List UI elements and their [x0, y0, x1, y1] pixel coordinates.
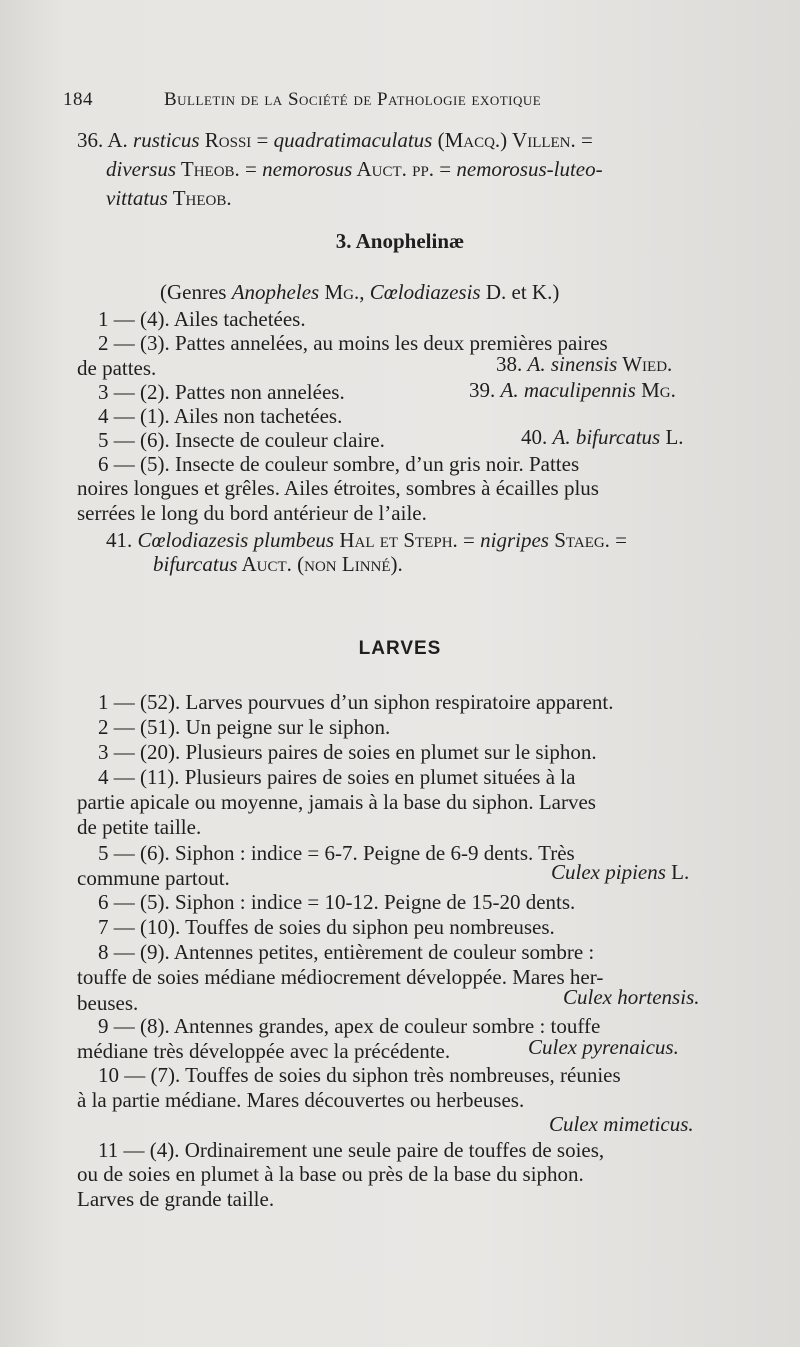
- larves-key-10: 10 — (7). Touffes de soies du siphon très nombreuses, réunies: [98, 1063, 621, 1087]
- section-title-larves: LARVES: [358, 638, 442, 659]
- genres-open: (Genres: [160, 280, 232, 304]
- larves-species-pipiens: [551, 860, 689, 884]
- entry-36-species: rusticus: [133, 128, 200, 152]
- anoph-species-39: [469, 378, 676, 402]
- genres-line: [160, 280, 559, 304]
- larves-key-2: 2 — (51). Un peigne sur le siphon.: [98, 715, 391, 739]
- running-header: Bulletin de la Société de Pathologie exotique: [164, 89, 542, 110]
- species-40-num: 40.: [521, 425, 553, 449]
- species-41-author-2: Staeg. =: [548, 528, 628, 552]
- larves-key-5: 5 — (6). Siphon : indice = 6-7. Peigne de 6-9 dents. Très: [98, 841, 575, 865]
- larves-key-8: 8 — (9). Antennes petites, entièrement de couleur sombre :: [98, 940, 595, 964]
- larves-key-11-cont-2: Larves de grande taille.: [77, 1187, 275, 1211]
- species-pipiens-author: L.: [665, 860, 690, 884]
- larves-key-9: 9 — (8). Antennes grandes, apex de couleur sombre : touffe: [98, 1014, 601, 1038]
- entry-36-author-5: Theob.: [167, 186, 232, 210]
- larves-key-11-cont-1: ou de soies en plumet à la base ou près de la base du siphon.: [77, 1162, 584, 1186]
- anoph-key-1: 1 — (4). Ailes tachetées.: [98, 307, 306, 331]
- larves-species-mimeticus: Culex mimeticus.: [549, 1112, 694, 1136]
- genus-anopheles: Anopheles: [231, 280, 320, 304]
- anoph-key-5: 5 — (6). Insecte de couleur claire.: [98, 428, 385, 452]
- genus-coelodiazesis: Cœlodiazesis: [369, 280, 481, 304]
- larves-species-hortensis: Culex hortensis.: [563, 985, 700, 1009]
- entry-36-synonym-1: quadratimaculatus: [273, 128, 433, 152]
- species-39-name: A. maculipennis: [500, 378, 636, 402]
- species-38-name: A. sinensis: [527, 352, 618, 376]
- genus-coelodiazesis-author: D. et K.): [480, 280, 560, 304]
- entry-36-synonym-3: nemorosus: [262, 157, 353, 181]
- species-39-author: Mg.: [635, 378, 676, 402]
- entry-36-author-1: Rossi =: [199, 128, 274, 152]
- species-40-name: A. bifurcatus: [552, 425, 661, 449]
- species-41-author-3: Auct. (non Linné).: [237, 552, 403, 576]
- species-41-num: 41.: [106, 528, 138, 552]
- anoph-species-41-cont: [153, 552, 403, 576]
- larves-key-4: 4 — (11). Plusieurs paires de soies en plumet situées à la: [98, 765, 576, 789]
- larves-key-10-cont: à la partie médiane. Mares découvertes ou herbeuses.: [77, 1088, 525, 1112]
- species-39-num: 39.: [469, 378, 501, 402]
- genus-anopheles-author: Mg.,: [319, 280, 370, 304]
- section-title-anophelinae: 3. Anophelinæ: [335, 229, 465, 253]
- larves-key-11: 11 — (4). Ordinairement une seule paire de touffes de soies,: [98, 1138, 605, 1162]
- species-38-num: 38.: [496, 352, 528, 376]
- larves-key-4-cont-2: de petite taille.: [77, 815, 202, 839]
- anoph-species-41: [106, 528, 627, 552]
- anoph-key-6-cont-1: noires longues et grêles. Ailes étroites, sombres à écailles plus: [77, 476, 599, 500]
- entry-36-synonym-2: diversus: [106, 157, 176, 181]
- anoph-key-3: 3 — (2). Pattes non annelées.: [98, 380, 345, 404]
- entry-36-synonym-4: nemorosus-luteo-: [456, 157, 603, 181]
- anoph-key-4: 4 — (1). Ailes non tachetées.: [98, 404, 343, 428]
- entry-36-line-3: [106, 186, 232, 210]
- larves-key-5-cont: commune partout.: [77, 866, 230, 890]
- larves-key-9-cont: médiane très développée avec la précédente.: [77, 1039, 451, 1063]
- anoph-key-2: 2 — (3). Pattes annelées, au moins les deux premières paires: [98, 331, 608, 355]
- anoph-species-40: [521, 425, 684, 449]
- entry-36-num: 36. A.: [77, 128, 134, 152]
- entry-36-author-2: (Macq.) Villen. =: [432, 128, 593, 152]
- species-pipiens-name: Culex pipiens: [551, 860, 666, 884]
- larves-key-6: 6 — (5). Siphon : indice = 10-12. Peigne de 15-20 dents.: [98, 890, 576, 914]
- entry-36-author-4: Auct. pp. =: [352, 157, 457, 181]
- species-41-synonym-2: bifurcatus: [153, 552, 238, 576]
- larves-key-8-cont-1: touffe de soies médiane médiocrement développée. Mares her-: [77, 965, 604, 989]
- anoph-species-38: [496, 352, 672, 376]
- species-41-synonym-1: nigripes: [480, 528, 549, 552]
- species-41-name: Cœlodiazesis plumbeus: [137, 528, 335, 552]
- larves-key-3: 3 — (20). Plusieurs paires de soies en plumet sur le siphon.: [98, 740, 597, 764]
- larves-key-7: 7 — (10). Touffes de soies du siphon peu nombreuses.: [98, 915, 555, 939]
- larves-key-8-cont-2: beuses.: [77, 991, 139, 1015]
- larves-key-4-cont-1: partie apicale ou moyenne, jamais à la base du siphon. Larves: [77, 790, 596, 814]
- species-40-author: L.: [660, 425, 684, 449]
- entry-36-line-1: [77, 128, 593, 152]
- entry-36-author-3: Theob. =: [176, 157, 263, 181]
- anoph-key-6: 6 — (5). Insecte de couleur sombre, d’un gris noir. Pattes: [98, 452, 580, 476]
- larves-species-pyrenaicus: Culex pyrenaicus.: [528, 1035, 679, 1059]
- species-41-author: Hal et Steph. =: [334, 528, 481, 552]
- species-38-author: Wied.: [617, 352, 673, 376]
- entry-36-line-2: [106, 157, 603, 181]
- anoph-key-6-cont-2: serrées le long du bord antérieur de l’aile.: [77, 501, 427, 525]
- page-number: 184: [63, 89, 93, 110]
- larves-key-1: 1 — (52). Larves pourvues d’un siphon respiratoire apparent.: [98, 690, 614, 714]
- entry-36-synonym-4b: vittatus: [106, 186, 168, 210]
- anoph-key-2-cont: de pattes.: [77, 356, 157, 380]
